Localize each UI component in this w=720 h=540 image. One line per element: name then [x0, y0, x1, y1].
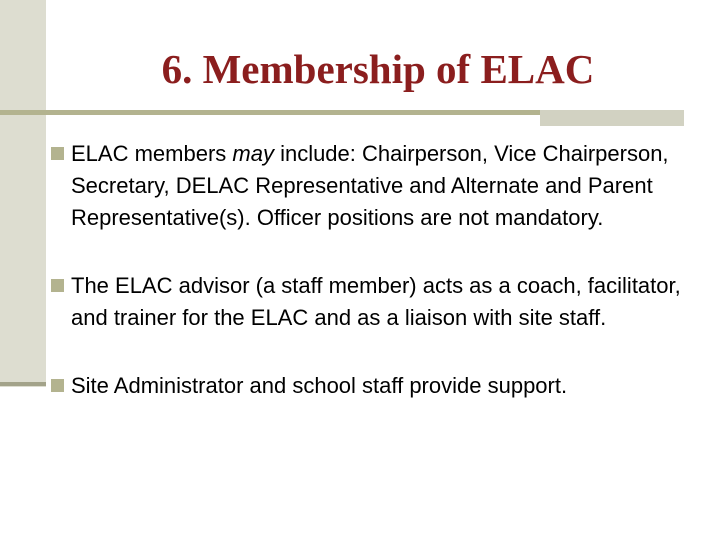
square-bullet-icon [51, 379, 64, 392]
bullet-item-support [46, 370, 696, 402]
bullet-text: The ELAC advisor (a staff member) acts as a coach, facilitator, and trainer for the ELAC and as a liaison with site staff. [71, 273, 681, 330]
title-rule-accent [540, 110, 684, 126]
bullet-list [46, 138, 696, 402]
bullet-item-advisor [46, 270, 696, 334]
slide-title: 6. Membership of ELAC [161, 46, 595, 92]
bullet-text-emphasis: may [232, 141, 274, 166]
bullet-text-before: ELAC members [71, 141, 233, 166]
bullet-text: Site Administrator and school staff provide support. [71, 373, 568, 398]
bullet-item-members [46, 138, 696, 234]
bullet-text-after: include: Chairperson, Vice Chairperson, Secretary, DELAC Representative and Alternate and Parent Representative(s). Officer positions are not mandatory. [71, 141, 669, 230]
square-bullet-icon [51, 279, 64, 292]
left-decor-line [0, 382, 46, 386]
square-bullet-icon [51, 147, 64, 160]
left-decor-bar [0, 0, 46, 387]
